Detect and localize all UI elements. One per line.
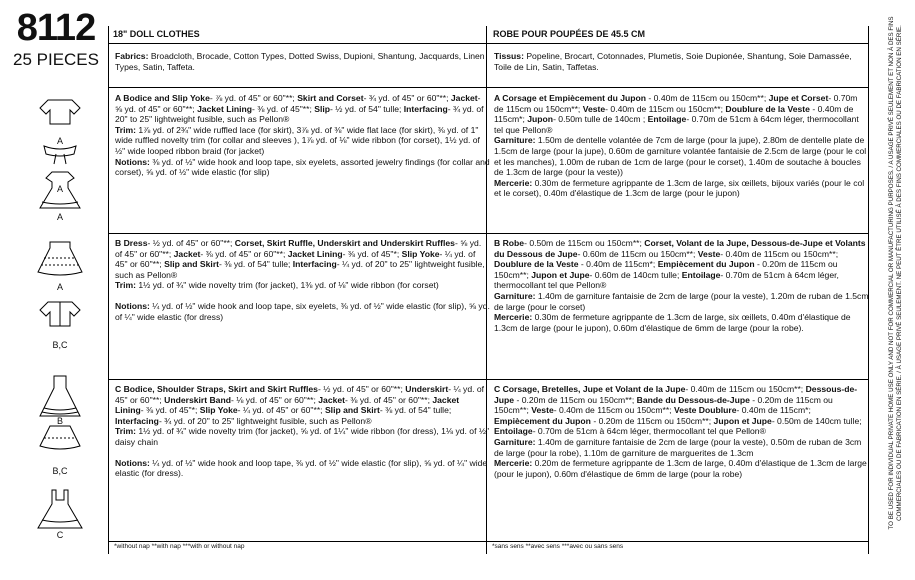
rule	[486, 87, 868, 88]
view-illustration	[30, 168, 90, 222]
rule	[108, 43, 486, 44]
view-label: B,C	[52, 340, 68, 350]
view-illustration	[30, 238, 90, 292]
divider-left	[108, 26, 109, 554]
dress-icon	[30, 238, 90, 284]
french-fabrics: Tissus: Popeline, Brocart, Cotonnades, Plumetis, Soie Dupionée, Shantung, Soie Damassée, Toile de Lin, Satin, Taffetas.	[494, 51, 852, 72]
dress-icon	[30, 168, 90, 214]
view-illustration	[30, 296, 90, 350]
rule	[486, 541, 868, 542]
view-label: B	[56, 416, 63, 426]
rule	[108, 379, 486, 380]
rule	[108, 233, 486, 234]
pieces-count: 25 PIECES	[13, 50, 99, 69]
french-view-c: C Corsage, Bretelles, Jupe et Volant de la Jupe- 0.40m de 115cm ou 150cm**; Dessous-de-Jupe - 0.20m de 115cm ou 150cm**; Bande du Dessous-de-Jupe - 0.20m de 115cm ou 150cm**; Veste- 0.40m de 115cm ou 150cm**; Veste Doublure- 0.40m de 115cm*; Empiècement du Jupon - 0.20m de 115cm ou 150cm**; Jupon et Jupe- 0.50m de 140cm tulle; Entoilage- 0.70m de 51cm à 64cm léger, thermocollant tel que Pellon® Garniture: 1.40m de garniture fantaisie de 2cm de large (pour la veste), 0.50m de ruban de 3cm de large (pour la robe), 1.10m de garniture de marguerites de 1.3cm Mercerie: 0.20m de fermeture agrippante de 1.3cm de large, 0.40m d'élastique de 1.3cm de large (pour le jupon), 0.60m d'élastique de 6mm de large (pour la robe)	[494, 384, 867, 479]
view-label: A	[56, 184, 63, 194]
english-view-b: B Dress- ½ yd. of 45" or 60"**; Corset, Skirt Ruffle, Underskirt and Underskirt Ruffles- ⅝ yd. of 45" or 60"**; Jacket- ⅜ yd. of 45" or 60"**; Jacket Lining- ⅜ yd. of 45"*; Slip Yoke- ¼ yd. of 45" or 60"**; Slip and Skirt- ⅜ yd. of 54" tulle; Interfacing- ¼ yd. of 20" to 25" lightweight fusible, such as Pellon® Trim: 1½ yd. of ¾" wide novelty trim (for jacket), 1⅜ yd. of ⅛" wide ribbon (for corset) Notions: ¼ yd. of ½" wide hook and loop tape, six eyelets, ⅜ yd. of ½" wide elastic (for slip), ⅝ yd. of ¼" wide elastic (for dress)	[115, 238, 490, 322]
view-illustration	[30, 92, 90, 146]
view-label: A	[56, 136, 63, 146]
french-view-b: B Robe- 0.50m de 115cm ou 150cm**; Corset, Volant de la Jupe, Dessous-de-Jupe et Volants du Dessous de Jupe- 0.60m de 115cm ou 150cm**; Veste- 0.40m de 115cm ou 150cm**; Doublure de la Veste - 0.40m de 115cm*; Empiècement du Jupon - 0.20m de 115cm ou 150cm**; Jupon et Jupe- 0.60m de 140cm tulle; Entoilage- 0.70m de 51cm à 64cm léger, thermocollant tel que Pellon® Garniture: 1.40m de garniture fantaisie de 2cm de large (pour la veste), 1.20m de ruban de 1.5cm de large (pour le corset) Mercerie: 0.30m de fermeture agrippante de 1.3cm de large, six œillets, 0.40m d'élastique de 1.3cm de large (pour le jupon), 0.60m d'élastique de 6mm de large (pour la robe).	[494, 238, 869, 333]
french-footnote: *sans sens **avec sens ***avec ou sans sens	[492, 543, 624, 550]
view-illustration	[30, 372, 90, 426]
view-illustration	[30, 486, 90, 540]
view-label: C	[56, 530, 64, 540]
dress-icon	[30, 92, 90, 138]
view-label: A	[56, 212, 63, 222]
view-label: B,C	[52, 466, 68, 476]
view-label: A	[56, 282, 63, 292]
english-view-c: C Bodice, Shoulder Straps, Skirt and Skirt Ruffles- ½ yd. of 45" or 60"**; Underskirt- ¼ yd. of 45" or 60"**; Underskirt Band- ⅛ yd. of 45" or 60"**; Jacket- ⅜ yd. of 45" or 60"**; Jacket Lining- ⅜ yd. of 45"*; Slip Yoke- ¼ yd. of 45" or 60"**; Slip and Skirt- ⅜ yd. of 54" tulle; Interfacing- ¾ yd. of 20" to 25" lightweight fusible, such as Pellon® Trim: 1½ yd. of ¾" wide novelty trim (for jacket), ⅝ yd. of 1¼" wide ribbon (for dress), 1⅛ yd. of ½" daisy chain Notions: ¼ yd. of ½" wide hook and loop tape, ⅜ yd. of ½" wide elastic (for slip), ⅝ yd. of ¼" wide elastic (for dress).	[115, 384, 490, 479]
rule	[108, 541, 486, 542]
english-title: 18" DOLL CLOTHES	[113, 29, 200, 39]
rule	[486, 379, 868, 380]
rule	[486, 43, 868, 44]
english-fabrics: Fabrics: Broadcloth, Brocade, Cotton Types, Dotted Swiss, Dupioni, Shantung, Jacquards, Linen Types, Satin, Taffeta.	[115, 51, 485, 72]
view-illustration	[30, 422, 90, 476]
dress-icon	[30, 372, 90, 418]
dress-icon	[30, 296, 90, 342]
english-view-a: A Bodice and Slip Yoke- ⅞ yd. of 45" or 60"**; Skirt and Corset- ¾ yd. of 45" or 60"**; Jacket- ⅝ yd. of 45" or 60"**; Jacket Lining- ⅜ yd. of 45"**; Slip- ½ yd. of 54" tulle; Interfacing- ¾ yd. of 20" to 25" lightweight fusible, such as Pellon® Trim: 1⅞ yd. of 2¾" wide ruffled lace (for skirt), 3⅞ yd. of ⅜" wide flat lace (for skirt), ⅜ yd. of 1" wide ruffled novelty trim (for collar and sleeves ), 1⅞ yd. of ⅛" wide ribbon (for corset), 1½ yd. of ½" wide looped ribbon braid (for jacket) Notions: ⅜ yd. of ½" wide hook and loop tape, six eyelets, assorted jewelry findings (for collar and corset), ⅝ yd. of ½" wide elastic (for slip)	[115, 93, 490, 178]
rule	[486, 233, 868, 234]
rule	[108, 87, 486, 88]
dress-icon	[30, 486, 90, 532]
english-footnote: *without nap **with nap ***with or without nap	[114, 543, 245, 550]
pattern-number: 8112	[16, 7, 96, 49]
dress-icon	[30, 422, 90, 468]
french-view-a: A Corsage et Empiècement du Jupon - 0.40m de 115cm ou 150cm**; Jupe et Corset- 0.70m de 115cm ou 150cm**; Veste- 0.40m de 115cm ou 150cm**; Doublure de la Veste - 0.40m de 115cm*; Jupon- 0.50m tulle de 140cm ; Entoilage- 0.70m de 51cm à 64cm léger, thermocollant tel que Pellon® Garniture: 1.50m de dentelle volantée de 7cm de large (pour la jupe), 2.80m de dentelle plate de 1.5cm de large (pour la jupe), 0.60m de garniture volantée fantaisie de 2.5cm de large (pour le col et les manches), 1.00m de ruban de 1cm de large (pour le corset), 1.40m de soutache à boucles de 1.3cm de large (pour la veste)) Mercerie: 0.30m de fermeture agrippante de 1.3cm de large, six œillets, bijoux variés (pour le col et le corset), 0.40m d'élastique de 1.3cm de large (pour le jupon)	[494, 93, 867, 199]
french-title: ROBE POUR POUPÉES DE 45.5 CM	[493, 29, 646, 39]
legal-side-text: TO BE USED FOR INDIVIDUAL PRIVATE HOME USE ONLY AND NOT FOR COMMERCIAL OR MANUFACTURING PURPOSES. / A USAGE PRIVÉ SEULEMENT ET NON À DES FINS COMMERCIALES OU DE FABRICATION EN SÉRIE. / À USAGE PRIVÉ SEULEMENT. NE PEUT ÊTRE UTILISÉ À DES FINS COMMERCIALES OU DE FABRICATION EN SÉRIE.	[888, 16, 903, 530]
